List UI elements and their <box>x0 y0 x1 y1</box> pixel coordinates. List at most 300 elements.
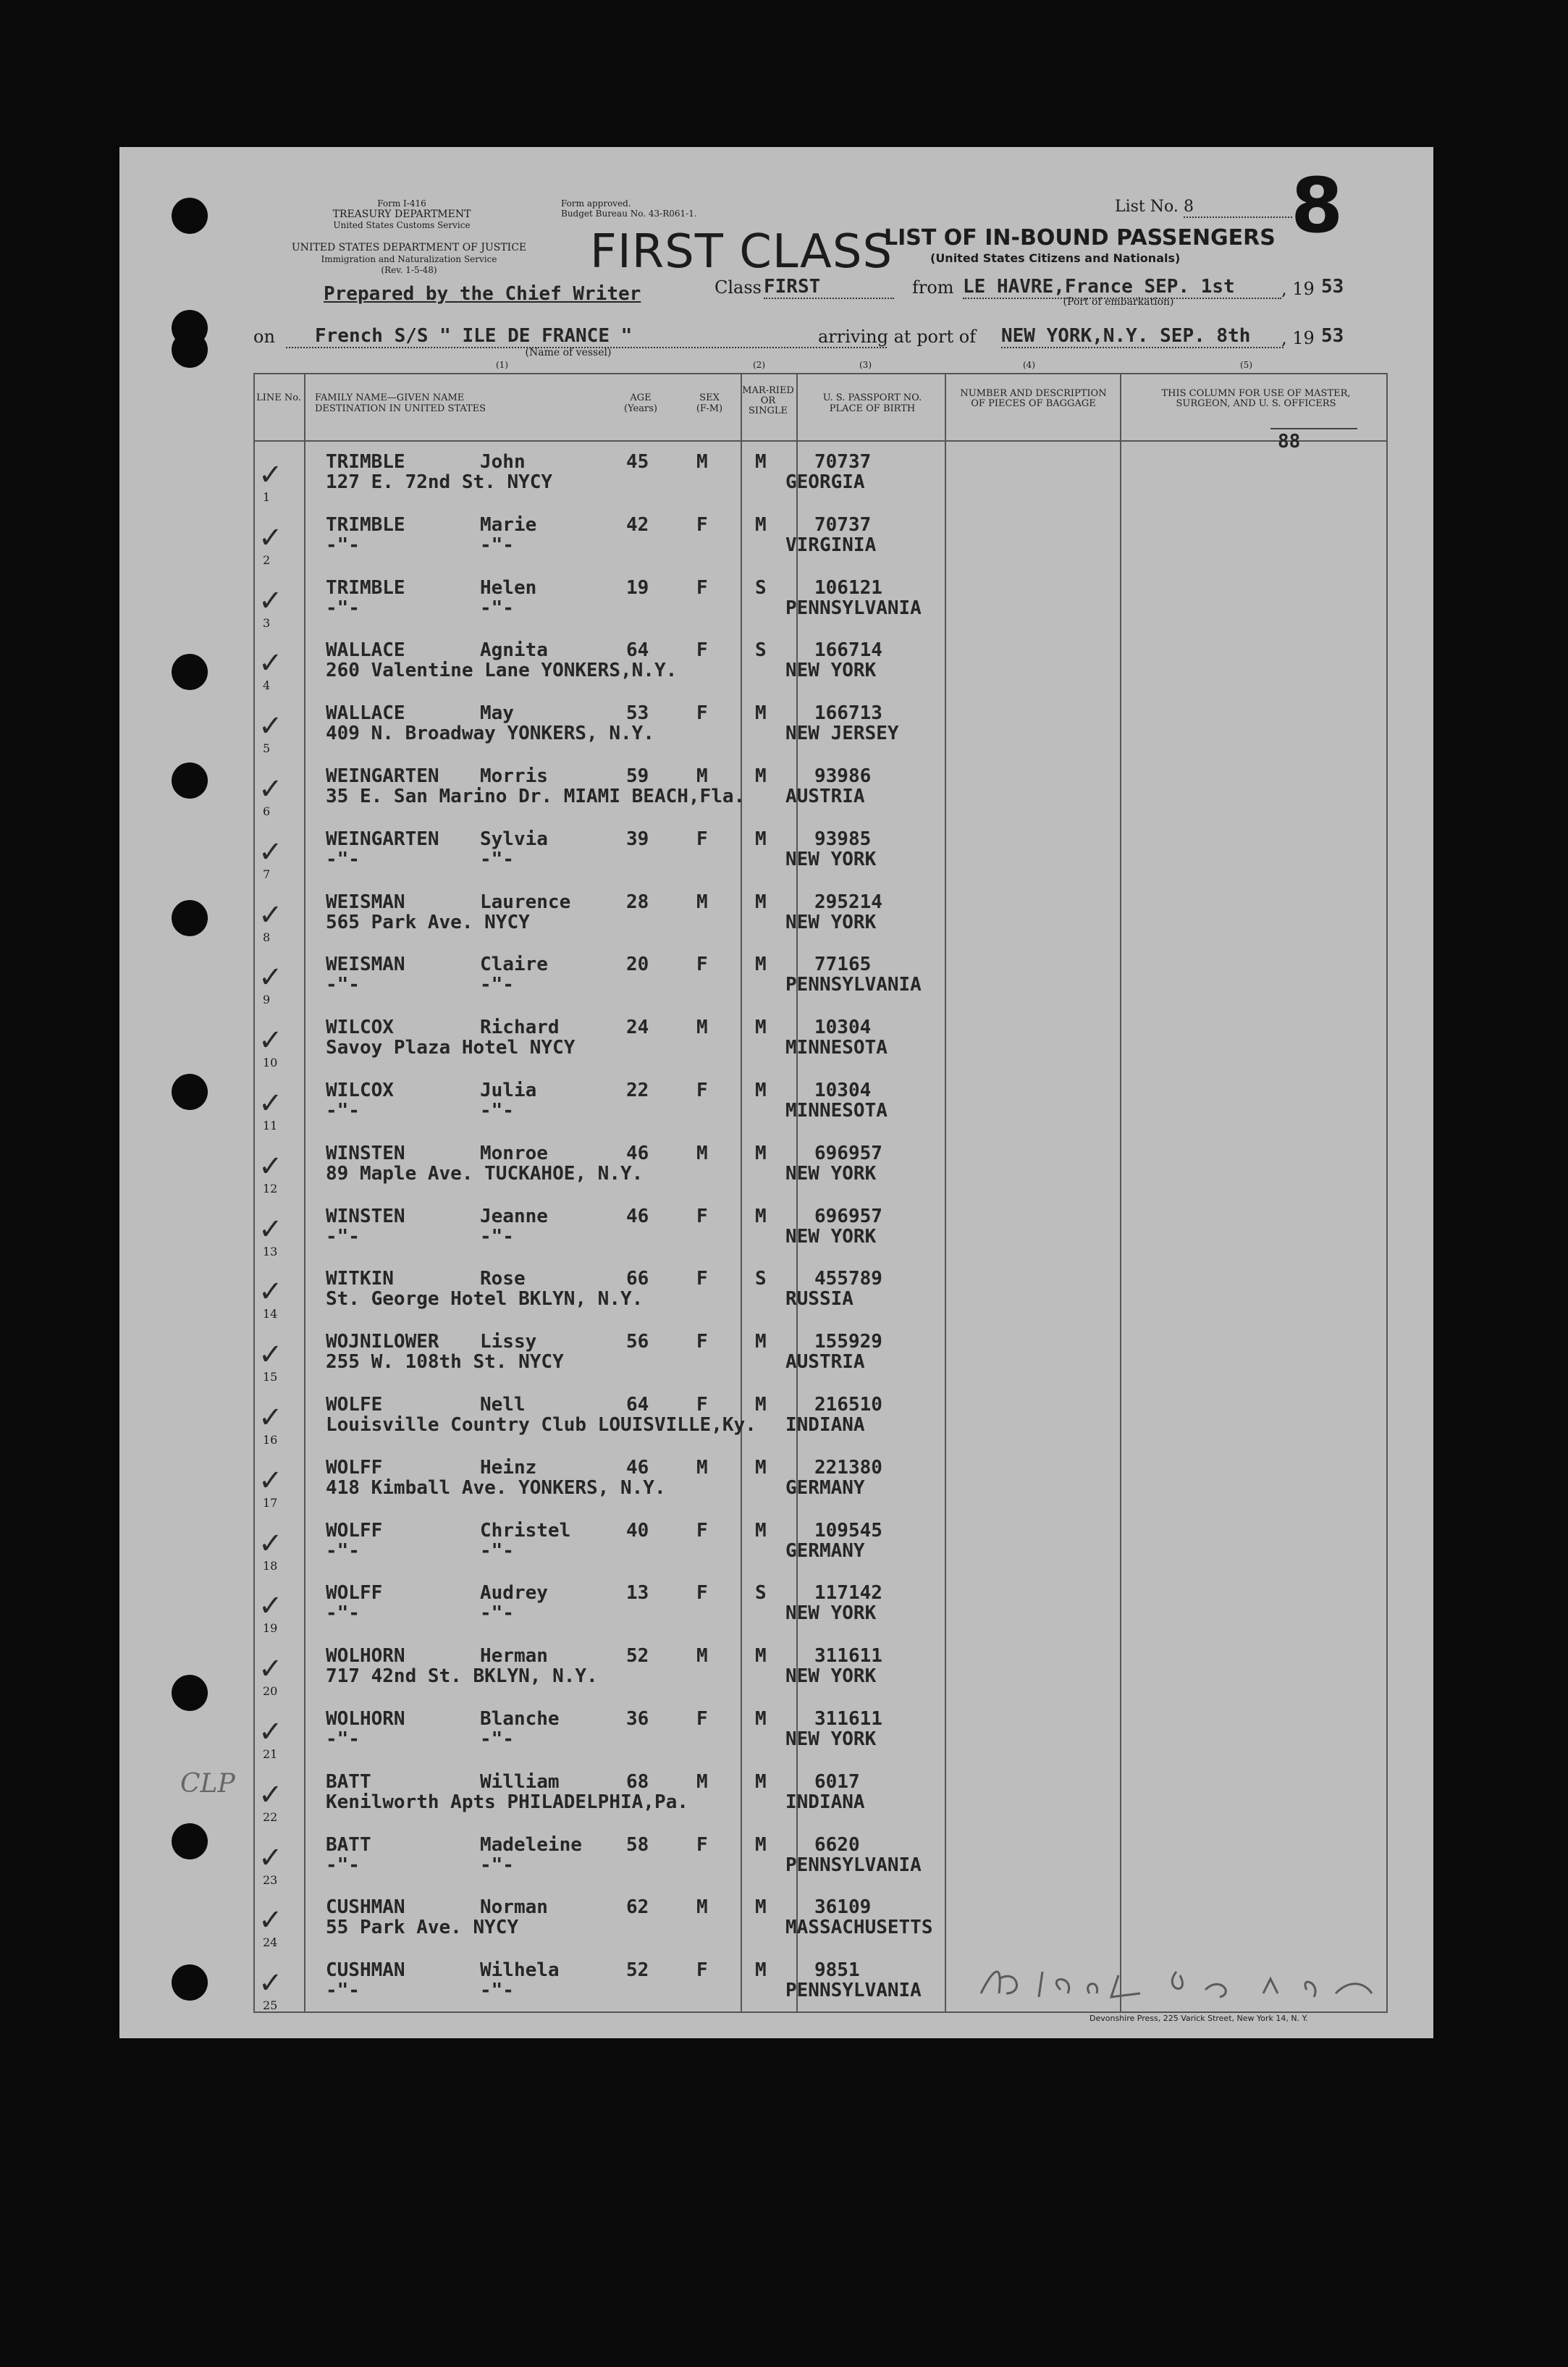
marital-status: M <box>755 451 767 473</box>
birthplace: PENNSYLVANIA <box>785 974 922 996</box>
sex: M <box>696 1896 708 1919</box>
line-number: 6 <box>263 804 271 818</box>
marital-status: M <box>755 1017 767 1039</box>
age: 28 <box>626 891 649 913</box>
birthplace: INDIANA <box>785 1414 865 1436</box>
col-num-5: (5) <box>1240 360 1252 370</box>
given-name-ditto: -"- <box>480 1980 514 2002</box>
line-number: 20 <box>263 1684 278 1699</box>
marital-status: M <box>755 1959 767 1982</box>
table-row <box>119 1331 1433 1394</box>
line-number: 14 <box>263 1307 278 1321</box>
marital-status: M <box>755 702 767 725</box>
age: 20 <box>626 954 649 976</box>
given-name: Jeanne <box>480 1205 548 1227</box>
destination: 89 Maple Ave. TUCKAHOE, N.Y. <box>326 1162 644 1185</box>
sex: F <box>696 1582 708 1605</box>
destination: 717 42nd St. BKLYN, N.Y. <box>326 1665 598 1688</box>
given-name: Helen <box>480 576 537 599</box>
line-number: 3 <box>263 615 271 630</box>
table-row <box>119 828 1433 891</box>
header-officers: THIS COLUMN FOR USE OF MASTER, SURGEON, AND U. S. OFFICERS <box>1161 388 1351 409</box>
family-name: WOLFF <box>326 1456 383 1479</box>
embarkation-value: LE HAVRE,France SEP. 1st <box>963 276 1281 299</box>
class-label: Class <box>715 277 762 298</box>
passport-number: 166714 <box>814 639 882 662</box>
given-name: Herman <box>480 1645 548 1668</box>
margin-note: CLP <box>180 1769 235 1799</box>
family-name: WINSTEN <box>326 1205 405 1227</box>
sex: F <box>696 513 708 536</box>
family-name: WOLFF <box>326 1519 383 1542</box>
given-name-ditto: -"- <box>480 1225 514 1248</box>
table-row <box>119 1708 1433 1771</box>
destination: -"- <box>326 1539 360 1562</box>
marital-status: M <box>755 828 767 850</box>
sex: F <box>696 1959 708 1982</box>
first-class-stamp: FIRST CLASS <box>590 225 893 279</box>
age: 66 <box>626 1268 649 1290</box>
given-name-ditto: -"- <box>480 1854 514 1876</box>
given-name: John <box>480 451 526 473</box>
sex: F <box>696 1833 708 1856</box>
table-row <box>119 1520 1433 1583</box>
port-embark-note: (Port of embarkation) <box>1063 296 1174 308</box>
destination: -"- <box>326 1602 360 1625</box>
birthplace: PENNSYLVANIA <box>785 1854 922 1876</box>
header-passport: U. S. PASSPORT NO. <box>822 392 922 403</box>
age: 19 <box>626 576 649 599</box>
destination: -"- <box>326 534 360 556</box>
given-name: Marie <box>480 513 537 536</box>
line-check-icon: ✓ <box>258 1715 283 1749</box>
destination: 55 Park Ave. NYCY <box>326 1917 519 1939</box>
given-name: Madeleine <box>480 1833 582 1856</box>
marital-status: M <box>755 765 767 787</box>
line-check-icon: ✓ <box>258 1401 283 1434</box>
given-name: Audrey <box>480 1582 548 1605</box>
destination: 565 Park Ave. NYCY <box>326 911 530 933</box>
passport-number: 216510 <box>814 1394 882 1416</box>
marital-status: M <box>755 1708 767 1730</box>
given-name: Lissy <box>480 1331 537 1353</box>
officer-signature <box>974 1961 1379 2004</box>
birthplace: NEW YORK <box>785 1602 877 1625</box>
col-num-2: (2) <box>753 360 765 370</box>
destination: 255 W. 108th St. NYCY <box>326 1351 564 1374</box>
given-name-ditto: -"- <box>480 848 514 870</box>
line-number: 12 <box>263 1181 278 1195</box>
family-name: WITKIN <box>326 1268 394 1290</box>
marital-status: M <box>755 1331 767 1353</box>
birthplace: NEW YORK <box>785 911 877 933</box>
line-check-icon: ✓ <box>258 710 283 744</box>
sex: F <box>696 954 708 976</box>
header-line-no: LINE No. <box>256 392 301 403</box>
marital-status: M <box>755 1519 767 1542</box>
given-name: Agnita <box>480 639 548 662</box>
header-age-sub: (Years) <box>624 403 657 414</box>
sex: F <box>696 1205 708 1227</box>
line-number: 5 <box>263 741 271 756</box>
list-title: LIST OF IN-BOUND PASSENGERS <box>884 225 1276 251</box>
marital-status: M <box>755 954 767 976</box>
table-row <box>119 1394 1433 1457</box>
table-row <box>119 1080 1433 1143</box>
birthplace: AUSTRIA <box>785 1351 865 1374</box>
destination: 409 N. Broadway YONKERS, N.Y. <box>326 723 654 745</box>
line-number: 13 <box>263 1244 278 1258</box>
given-name: Morris <box>480 765 548 787</box>
line-check-icon: ✓ <box>258 773 283 806</box>
given-name-ditto: -"- <box>480 534 514 556</box>
destination: Savoy Plaza Hotel NYCY <box>326 1037 576 1059</box>
birthplace: MINNESOTA <box>785 1037 888 1059</box>
birthplace: NEW YORK <box>785 1225 877 1248</box>
line-check-icon: ✓ <box>258 647 283 681</box>
age: 39 <box>626 828 649 850</box>
given-name: Rose <box>480 1268 526 1290</box>
class-value: FIRST <box>764 276 894 299</box>
line-number: 18 <box>263 1558 278 1573</box>
sex: M <box>696 451 708 473</box>
birthplace: GERMANY <box>785 1476 865 1499</box>
family-name: TRIMBLE <box>326 576 405 599</box>
table-row <box>119 1206 1433 1269</box>
customs-service: United States Customs Service <box>333 220 471 230</box>
list-subtitle: (United States Citizens and Nationals) <box>930 251 1181 265</box>
table-row <box>119 1896 1433 1959</box>
birthplace: PENNSYLVANIA <box>785 597 922 619</box>
destination: -"- <box>326 1100 360 1122</box>
family-name: TRIMBLE <box>326 451 405 473</box>
age: 24 <box>626 1017 649 1039</box>
table-row <box>119 639 1433 702</box>
family-name: CUSHMAN <box>326 1896 405 1919</box>
family-name: CUSHMAN <box>326 1959 405 1982</box>
birthplace: AUSTRIA <box>785 786 865 807</box>
line-check-icon: ✓ <box>258 1338 283 1372</box>
given-name-ditto: -"- <box>480 1728 514 1750</box>
line-check-icon: ✓ <box>258 1967 283 2001</box>
printer-footer: Devonshire Press, 225 Varick Street, New York 14, N. Y. <box>1089 2014 1308 2023</box>
given-name: Blanche <box>480 1708 560 1730</box>
age: 68 <box>626 1770 649 1793</box>
family-name: WEISMAN <box>326 891 405 913</box>
header-married: MAR-RIED OR SINGLE <box>742 385 794 416</box>
marital-status: M <box>755 1896 767 1919</box>
destination: 35 E. San Marino Dr. MIAMI BEACH,Fla. <box>326 786 746 807</box>
table-row <box>119 1457 1433 1520</box>
line-check-icon: ✓ <box>258 1024 283 1058</box>
sex: M <box>696 1456 708 1479</box>
birthplace: VIRGINIA <box>785 534 877 556</box>
officers-note: 88 <box>1278 431 1301 453</box>
passport-number: 70737 <box>814 451 872 473</box>
passport-number: 6620 <box>814 1833 860 1856</box>
destination: -"- <box>326 1728 360 1750</box>
destination: St. George Hotel BKLYN, N.Y. <box>326 1288 644 1311</box>
marital-status: M <box>755 513 767 536</box>
line-number: 9 <box>263 993 271 1007</box>
sex: F <box>696 639 708 662</box>
family-name: WALLACE <box>326 639 405 662</box>
birthplace: GEORGIA <box>785 471 865 493</box>
given-name: Richard <box>480 1017 560 1039</box>
marital-status: M <box>755 1205 767 1227</box>
table-row <box>119 451 1433 514</box>
arrival-value: NEW YORK,N.Y. SEP. 8th <box>1001 325 1284 348</box>
prepared-by: Prepared by the Chief Writer <box>324 283 641 305</box>
marital-status: M <box>755 1833 767 1856</box>
table-row <box>119 1645 1433 1708</box>
given-name-ditto: -"- <box>480 1602 514 1625</box>
marital-status: S <box>755 1582 767 1605</box>
passport-number: 166713 <box>814 702 882 725</box>
sex: F <box>696 1394 708 1416</box>
destination: -"- <box>326 1225 360 1248</box>
destination: -"- <box>326 1980 360 2002</box>
list-number-label: List No. <box>1115 198 1179 216</box>
line-number: 25 <box>263 1998 278 2013</box>
officers-rule <box>1270 428 1357 429</box>
family-name: WOLFE <box>326 1394 383 1416</box>
col-num-1: (1) <box>496 360 508 370</box>
line-number: 22 <box>263 1809 278 1824</box>
sex: F <box>696 576 708 599</box>
budget-bureau: Budget Bureau No. 43-R061-1. <box>561 209 697 219</box>
marital-status: S <box>755 576 767 599</box>
line-number: 23 <box>263 1872 278 1887</box>
marital-status: S <box>755 639 767 662</box>
passport-number: 221380 <box>814 1456 882 1479</box>
header-sex: SEX <box>699 392 720 403</box>
family-name: WEINGARTEN <box>326 765 439 787</box>
line-number: 10 <box>263 1056 278 1070</box>
sex: F <box>696 1519 708 1542</box>
line-check-icon: ✓ <box>258 1149 283 1183</box>
given-name: Norman <box>480 1896 548 1919</box>
arriving-label: arriving at port of <box>818 327 977 347</box>
family-name: WEINGARTEN <box>326 828 439 850</box>
given-name: May <box>480 702 514 725</box>
given-name: Wilhela <box>480 1959 560 1982</box>
header-baggage: NUMBER AND DESCRIPTION OF PIECES OF BAGGAGE <box>960 388 1107 409</box>
year-prefix-1: , 19 <box>1281 279 1315 299</box>
line-check-icon: ✓ <box>258 835 283 869</box>
age: 56 <box>626 1331 649 1353</box>
table-row <box>119 891 1433 954</box>
passport-number: 10304 <box>814 1017 872 1039</box>
line-number: 2 <box>263 552 271 567</box>
line-number: 1 <box>263 490 271 504</box>
age: 40 <box>626 1519 649 1542</box>
line-check-icon: ✓ <box>258 1778 283 1812</box>
line-check-icon: ✓ <box>258 521 283 555</box>
given-name: Heinz <box>480 1456 537 1479</box>
age: 64 <box>626 639 649 662</box>
passport-number: 109545 <box>814 1519 882 1542</box>
given-name: Laurence <box>480 891 571 913</box>
birthplace: PENNSYLVANIA <box>785 1980 922 2002</box>
table-row <box>119 1268 1433 1331</box>
form-number: Form I-416 <box>377 198 426 209</box>
marital-status: M <box>755 1080 767 1101</box>
passport-number: 9851 <box>814 1959 860 1982</box>
family-name: WOJNILOWER <box>326 1331 439 1353</box>
birthplace: NEW YORK <box>785 1162 877 1185</box>
line-check-icon: ✓ <box>258 1087 283 1120</box>
birthplace: NEW YORK <box>785 660 877 682</box>
line-check-icon: ✓ <box>258 458 283 492</box>
table-row <box>119 954 1433 1017</box>
marital-status: M <box>755 1142 767 1164</box>
passport-number: 106121 <box>814 576 882 599</box>
line-number: 4 <box>263 678 271 693</box>
family-name: WOLHORN <box>326 1708 405 1730</box>
passport-number: 311611 <box>814 1708 882 1730</box>
line-number: 11 <box>263 1119 278 1132</box>
given-name: Nell <box>480 1394 526 1416</box>
age: 46 <box>626 1142 649 1164</box>
form-approved: Form approved. <box>561 198 631 209</box>
line-number: 21 <box>263 1747 278 1761</box>
given-name: Julia <box>480 1080 537 1101</box>
year-1: 53 <box>1321 276 1344 298</box>
table-row <box>119 765 1433 828</box>
sex: M <box>696 891 708 913</box>
line-number: 7 <box>263 867 271 881</box>
table-row <box>119 1143 1433 1206</box>
vessel-note: (Name of vessel) <box>525 347 612 358</box>
marital-status: M <box>755 1394 767 1416</box>
passport-number: 77165 <box>814 954 872 976</box>
line-check-icon: ✓ <box>258 584 283 618</box>
age: 64 <box>626 1394 649 1416</box>
age: 52 <box>626 1645 649 1668</box>
given-name-ditto: -"- <box>480 597 514 619</box>
line-number: 17 <box>263 1495 278 1510</box>
year-2: 53 <box>1321 325 1344 347</box>
punch-hole-icon <box>172 332 208 368</box>
age: 53 <box>626 702 649 725</box>
birthplace: NEW YORK <box>785 1665 877 1688</box>
passport-number: 93985 <box>814 828 872 850</box>
passport-number: 455789 <box>814 1268 882 1290</box>
vessel-name: French S/S " ILE DE FRANCE " <box>286 325 887 348</box>
marital-status: M <box>755 891 767 913</box>
line-check-icon: ✓ <box>258 898 283 932</box>
passport-number: 311611 <box>814 1645 882 1668</box>
list-number-value: 8 <box>1184 198 1292 218</box>
passport-number: 696957 <box>814 1205 882 1227</box>
table-row <box>119 1582 1433 1645</box>
family-name: BATT <box>326 1833 371 1856</box>
age: 22 <box>626 1080 649 1101</box>
passport-number: 70737 <box>814 513 872 536</box>
header-birthplace: PLACE OF BIRTH <box>829 403 916 414</box>
table-row <box>119 1834 1433 1897</box>
passport-number: 295214 <box>814 891 882 913</box>
age: 62 <box>626 1896 649 1919</box>
line-check-icon: ✓ <box>258 1275 283 1309</box>
sex: F <box>696 1080 708 1101</box>
line-number: 24 <box>263 1935 278 1950</box>
big-list-number: 8 <box>1291 161 1344 250</box>
col-num-4: (4) <box>1023 360 1035 370</box>
birthplace: MINNESOTA <box>785 1100 888 1122</box>
birthplace: NEW YORK <box>785 1728 877 1750</box>
destination: Kenilworth Apts PHILADELPHIA,Pa. <box>326 1791 688 1813</box>
sex: M <box>696 1770 708 1793</box>
destination: 127 E. 72nd St. NYCY <box>326 471 553 493</box>
table-row <box>119 1017 1433 1080</box>
birthplace: INDIANA <box>785 1791 865 1813</box>
line-check-icon: ✓ <box>258 961 283 995</box>
passport-number: 155929 <box>814 1331 882 1353</box>
age: 46 <box>626 1205 649 1227</box>
marital-status: M <box>755 1770 767 1793</box>
sex: M <box>696 1017 708 1039</box>
birthplace: NEW JERSEY <box>785 723 899 745</box>
age: 52 <box>626 1959 649 1982</box>
family-name: WALLACE <box>326 702 405 725</box>
given-name: Monroe <box>480 1142 548 1164</box>
revision-date: (Rev. 1-5-48) <box>381 265 437 275</box>
header-destination: DESTINATION IN UNITED STATES <box>315 403 486 414</box>
destination: -"- <box>326 848 360 870</box>
table-row <box>119 1771 1433 1834</box>
passport-number: 117142 <box>814 1582 882 1605</box>
destination: 418 Kimball Ave. YONKERS, N.Y. <box>326 1476 666 1499</box>
header-name: FAMILY NAME—GIVEN NAME <box>315 392 465 403</box>
birthplace: NEW YORK <box>785 848 877 870</box>
header-age: AGE <box>630 392 652 403</box>
col-num-3: (3) <box>859 360 872 370</box>
line-check-icon: ✓ <box>258 1652 283 1686</box>
line-check-icon: ✓ <box>258 1526 283 1560</box>
line-check-icon: ✓ <box>258 1841 283 1875</box>
line-number: 15 <box>263 1370 278 1384</box>
given-name: Claire <box>480 954 548 976</box>
line-check-icon: ✓ <box>258 1589 283 1623</box>
family-name: WINSTEN <box>326 1142 405 1164</box>
age: 46 <box>626 1456 649 1479</box>
passport-number: 10304 <box>814 1080 872 1101</box>
line-check-icon: ✓ <box>258 1212 283 1246</box>
line-number: 16 <box>263 1433 278 1447</box>
on-label: on <box>253 327 275 347</box>
line-number: 19 <box>263 1621 278 1636</box>
header-bottom-border <box>253 440 1386 442</box>
sex: F <box>696 702 708 725</box>
destination: -"- <box>326 974 360 996</box>
sex: F <box>696 828 708 850</box>
table-top-border <box>253 373 1386 374</box>
given-name: William <box>480 1770 560 1793</box>
age: 13 <box>626 1582 649 1605</box>
sex: M <box>696 1645 708 1668</box>
given-name-ditto: -"- <box>480 974 514 996</box>
age: 42 <box>626 513 649 536</box>
passport-number: 696957 <box>814 1142 882 1164</box>
family-name: WEISMAN <box>326 954 405 976</box>
family-name: WOLFF <box>326 1582 383 1605</box>
sex: F <box>696 1331 708 1353</box>
birthplace: MASSACHUSETTS <box>785 1917 933 1939</box>
destination: -"- <box>326 597 360 619</box>
from-label: from <box>912 277 954 298</box>
